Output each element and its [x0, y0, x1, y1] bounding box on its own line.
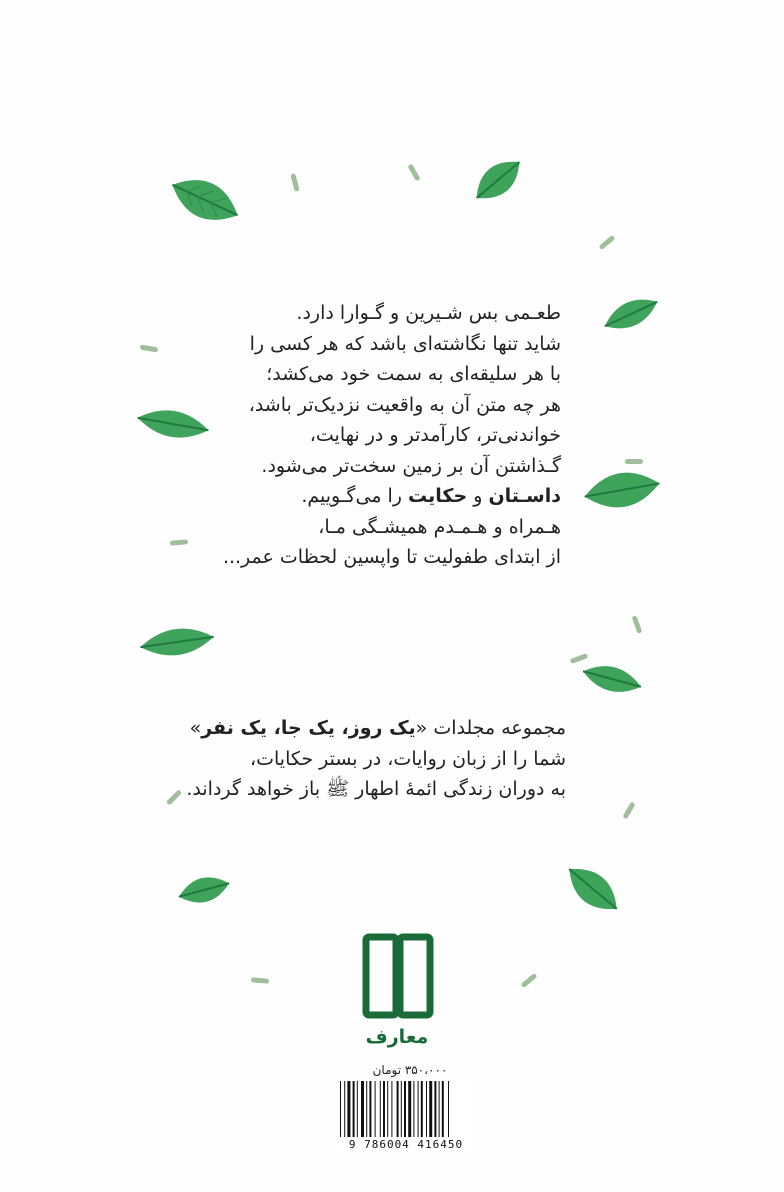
conjunction: و [473, 485, 483, 507]
barcode-bar [366, 1081, 367, 1137]
leaf-decoration [580, 657, 644, 701]
barcode-bar [380, 1081, 381, 1137]
blurb-line: هـمراه و هـمـدم همیشـگی مـا، [318, 515, 561, 538]
leaf-decoration [176, 868, 232, 912]
barcode-bar [404, 1081, 406, 1137]
seed-decoration [632, 615, 643, 634]
leaf-decoration [165, 170, 245, 230]
seed-decoration [251, 977, 269, 984]
barcode-bar [434, 1081, 436, 1137]
seed-decoration [407, 163, 420, 181]
seed-decoration [625, 459, 643, 464]
publisher-name: معارف [365, 1026, 429, 1048]
barcode-bar [340, 1081, 341, 1137]
barcode-bar [439, 1081, 440, 1137]
seed-decoration [290, 173, 299, 192]
seed-decoration [598, 235, 615, 250]
barcode-bar [401, 1081, 402, 1137]
leaf-decoration [468, 150, 528, 210]
blurb-line: خواندنی‌تر، کارآمدتر و در نهایت، [309, 424, 561, 446]
blurb-line: از ابتدای طفولیت تا واپسین لحظات عمر... [222, 546, 561, 568]
barcode-bar [344, 1081, 345, 1137]
bold-word-story: داسـتان [488, 485, 561, 507]
series-prefix: مجموعه مجلدات « [415, 717, 566, 739]
blurb-line [146, 713, 566, 744]
seed-decoration [140, 344, 159, 352]
barcode-bar [421, 1081, 423, 1137]
blurb-line: به دوران زندگی ائمهٔ اطهار ﷺ باز خواهد گرداند. [186, 778, 566, 800]
barcode-bars-icon [336, 1081, 476, 1137]
isbn-barcode [336, 1081, 476, 1153]
barcode-bar [391, 1081, 392, 1137]
barcode-bar [448, 1081, 449, 1137]
blurb-line: گـذاشتن آن بر زمین سخت‌تر می‌شود. [261, 454, 561, 477]
blurb-line: هر چه متن آن به واقعیت نزدیک‌تر باشد، [248, 393, 561, 416]
sentence-end: را می‌گـوییم. [301, 485, 402, 507]
blurb-line: با هر سلیقه‌ای به سمت خود می‌کشد؛ [266, 363, 561, 385]
barcode-bar [429, 1081, 432, 1137]
barcode-bar [361, 1081, 364, 1137]
barcode-bar [442, 1081, 444, 1137]
blurb-line [161, 481, 561, 512]
series-title: یک روز، یک جا، یک نفر [201, 717, 416, 739]
seed-decoration [622, 801, 635, 819]
barcode-bar [347, 1081, 350, 1137]
bold-word-tale: حکایت [408, 485, 468, 507]
leaf-decoration [600, 290, 662, 338]
barcode-bar [369, 1081, 371, 1137]
leaf-decoration [560, 855, 626, 923]
barcode-bar [413, 1081, 414, 1137]
barcode-bar [387, 1081, 388, 1137]
publisher-logo-icon [360, 933, 436, 1023]
blurb-line: طعـمی بس شـیرین و گـوارا دارد. [296, 302, 561, 324]
barcode-bar [408, 1081, 411, 1137]
blurb-line: شما را از زبان روایات، در بستر حکایات، [249, 747, 566, 770]
blurb-paragraph-2 [146, 713, 566, 805]
barcode-bar [383, 1081, 385, 1137]
leaf-decoration [582, 460, 662, 520]
barcode-bar [375, 1081, 376, 1137]
barcode-bar [426, 1081, 427, 1137]
leaf-decoration [138, 620, 216, 664]
barcode-bar [357, 1081, 358, 1137]
blurb-line: شاید تنها نگاشته‌ای باشد که هر کسی را [249, 332, 561, 355]
barcode-bar [418, 1081, 419, 1137]
blurb-paragraph-1 [161, 298, 561, 573]
seed-decoration [520, 973, 537, 988]
barcode-number: 9 786004 416450 [348, 1138, 464, 1151]
barcode-bar [353, 1081, 355, 1137]
barcode-bar [397, 1081, 399, 1137]
series-suffix: » [189, 717, 202, 739]
price-label: ۳۵۰،۰۰۰ تومان [372, 1063, 448, 1077]
